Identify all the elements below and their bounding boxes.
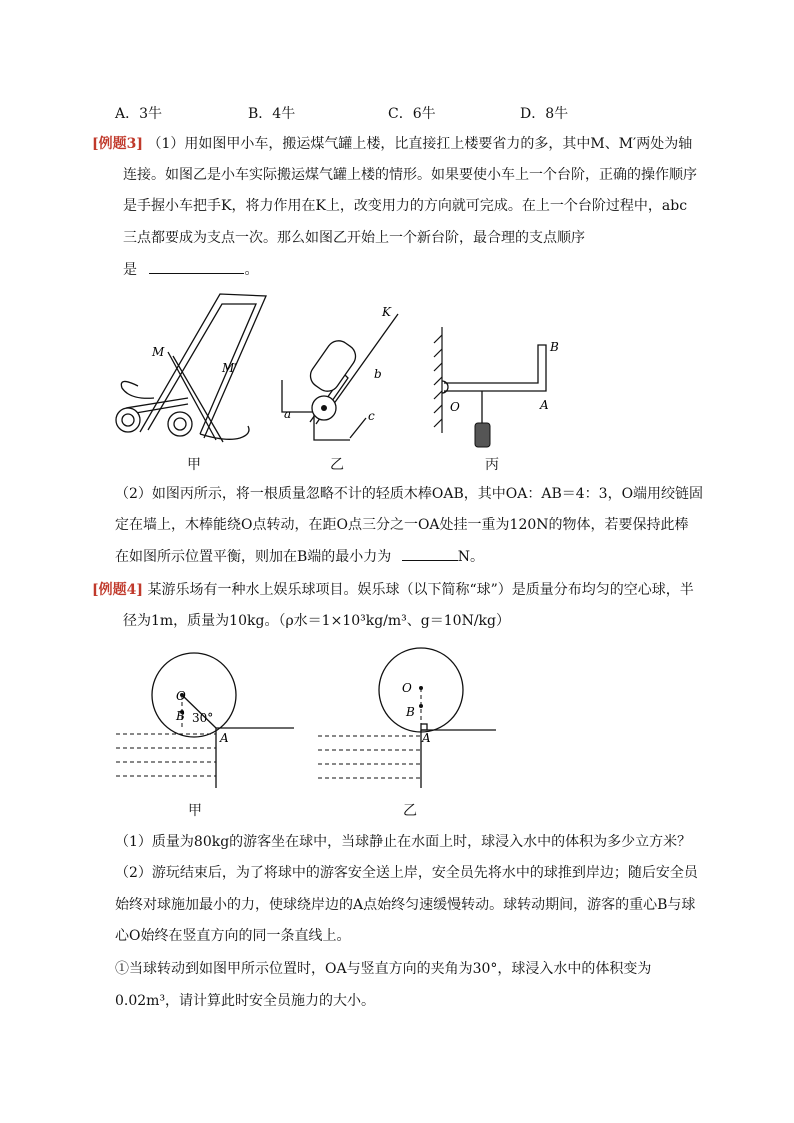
caption-ball-yi: 乙 — [403, 803, 417, 819]
example3-line5: 是 。 — [123, 259, 258, 280]
example3-tag: [例题3] — [92, 136, 143, 152]
caption-bing: 丙 — [485, 457, 499, 473]
label-lever-a: A — [540, 398, 549, 412]
label-c: c — [368, 409, 375, 423]
figure-stairs — [278, 300, 408, 450]
example4-tag: [例题4] — [92, 582, 143, 598]
example3-part2-line1: （2）如图丙所示，将一根质量忽略不计的轻质木棒OAB，其中OA：AB＝4：3，O端用绞链固 — [115, 486, 704, 502]
example4-line1: [例题4] 某游乐场有一种水上娱乐球项目。娱乐球（以下简称“球”）是质量分布均匀的空心球，半 — [92, 582, 694, 598]
figure-ball-yi — [314, 638, 504, 788]
option-d: D．8牛 — [520, 106, 569, 122]
example4-q1: （1）质量为80kg的游客坐在球中，当球静止在水面上时，球浸入水中的体积为多少立方米？ — [115, 834, 692, 850]
example3-line4: 三点都要成为支点一次。那么如图乙开始上一个新台阶，最合理的支点顺序 — [123, 230, 585, 246]
label-a: a — [284, 407, 292, 421]
ball-jia-label-b: B — [176, 709, 185, 723]
example4-q2-line1: （2）游玩结束后，为了将球中的游客安全送上岸，安全员先将水中的球推到岸边；随后安全员 — [115, 865, 698, 881]
label-k: K — [382, 305, 391, 319]
example3-line1: [例题3] （1）用如图甲小车，搬运煤气罐上楼，比直接扛上楼要省力的多，其中M、M′两处为轴 — [92, 136, 693, 152]
label-lever-b: B — [550, 340, 559, 354]
answer-blank-force — [402, 546, 458, 561]
example4-q2a-line1: ①当球转动到如图甲所示位置时，OA与竖直方向的夹角为30°，球浸入水中的体积变为 — [115, 961, 652, 977]
example3-line3: 是手握小车把手K，将力作用在K上，改变用力的方向就可完成。在上一个台阶过程中，abc — [123, 198, 688, 214]
ball-yi-label-a: A — [422, 731, 431, 745]
example3-part2-line2: 定在墙上，木棒能绕O点转动，在距O点三分之一OA处挂一重为120N的物体，若要保持此棒 — [115, 517, 689, 533]
option-c: C．6牛 — [388, 106, 436, 122]
ball-yi-label-o: O — [402, 681, 412, 695]
caption-ball-jia: 甲 — [188, 803, 202, 819]
label-m-prime: M′ — [222, 361, 238, 375]
label-b: b — [374, 367, 382, 381]
figure-ball-jia — [112, 650, 302, 790]
figure-cart — [108, 290, 268, 455]
caption-yi: 乙 — [330, 457, 344, 473]
example4-q2-line3: 心O始终在竖直方向的同一条直线上。 — [115, 928, 351, 944]
example3-line2: 连接。如图乙是小车实际搬运煤气罐上楼的情形。如果要使小车上一个台阶，正确的操作顺序 — [123, 167, 697, 183]
ball-jia-label-a: A — [220, 731, 229, 745]
ball-jia-label-o: O — [176, 689, 186, 703]
option-b: B．4牛 — [248, 106, 296, 122]
ball-yi-label-b: B — [406, 705, 415, 719]
label-m: M — [152, 345, 165, 359]
ball-jia-angle: 30° — [192, 711, 214, 725]
answer-blank-order — [149, 259, 244, 274]
figure-lever — [430, 325, 570, 455]
caption-jia: 甲 — [187, 457, 201, 473]
example4-line2: 径为1m，质量为10kg。（ρ水＝1×10³kg/m³、g＝10N/kg） — [123, 613, 510, 629]
label-lever-o: O — [450, 400, 460, 414]
option-a: A．3牛 — [115, 106, 163, 122]
example4-q2-line2: 始终对球施加最小的力，使球绕岸边的A点始终匀速缓慢转动。球转动期间，游客的重心B与球 — [115, 897, 696, 913]
example3-part2-line3: 在如图所示位置平衡，则加在B端的最小力为 N。 — [115, 546, 484, 567]
example4-q2a-line2: 0.02m³，请计算此时安全员施力的大小。 — [115, 993, 376, 1009]
